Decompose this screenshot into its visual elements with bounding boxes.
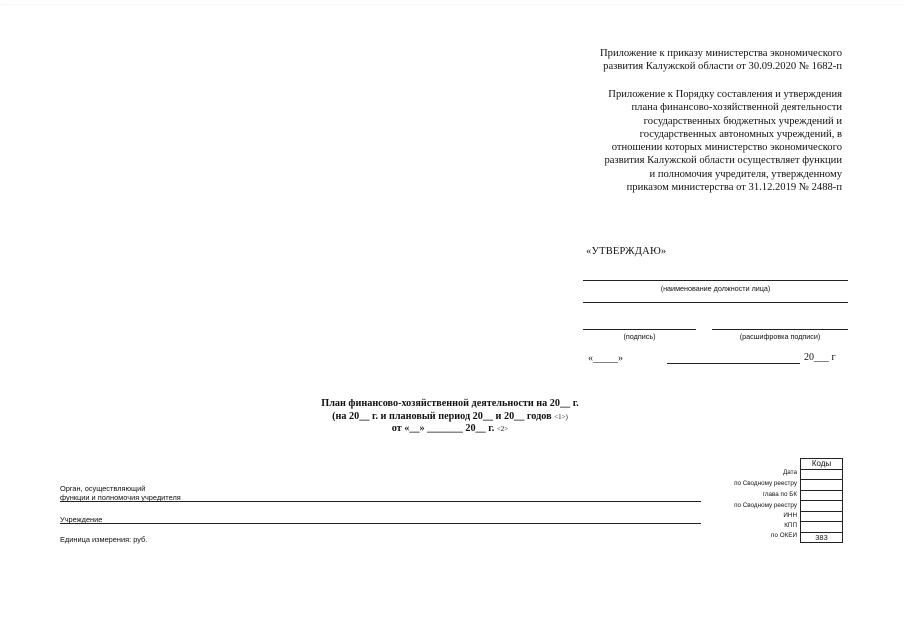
appendix-procedure-line: Приложение к Порядку составления и утверждения [608,89,842,100]
plan-title-line2 [240,411,660,424]
appendix-procedure-line: приказом министерства от 31.12.2019 № 2488-п [626,182,842,194]
code-label-registry: по Сводному реестру [734,480,797,487]
approval-year: 20___ г [804,352,836,363]
code-label-kpp: КПП [784,522,797,529]
position-line-2 [583,302,848,303]
position-caption: (наименование должности лица) [660,284,771,293]
codes-header: Коды [801,459,843,470]
plan-title-note1: <1>) [554,412,568,421]
code-label-registry-2: по Сводному реестру [734,502,797,509]
position-line [583,280,848,281]
code-cell-okei: 383 [801,532,843,543]
plan-title-line2-text: (на 20__ г. и плановый период 20__ и 20__ годов [332,410,552,422]
code-cell-date [801,469,843,480]
appendix-procedure-line: государственных бюджетных учреждений и [643,115,842,127]
code-cell-bk [801,490,843,501]
appendix-procedure-note [522,88,842,194]
organ-label-2: функции и полномочия учредителя [60,493,181,502]
code-label-inn: ИНН [783,512,797,519]
plan-title [240,398,660,436]
appendix-procedure-line: и полномочия учредителя, утвержденному [649,168,842,180]
code-label-bk: глава по БК [762,491,797,498]
code-cell-inn [801,511,843,522]
code-cell-kpp [801,522,843,533]
organ-label-1: Орган, осуществляющий [60,484,146,493]
organ-field-line [60,501,701,502]
institution-field-line [60,523,701,524]
plan-title-line3-text: от «__» _______ 20__ г. [391,423,495,434]
code-cell-registry-2 [801,501,843,512]
institution-label: Учреждение [60,515,103,524]
code-cell-registry [801,480,843,491]
decoding-line [712,329,848,330]
appendix-procedure-line: государственных автономных учреждений, в [639,128,842,140]
appendix-order-note [522,47,842,74]
plan-title-line3 [240,423,660,436]
approval-day: «_____» [588,353,623,364]
code-label-date: Дата [783,469,797,476]
approval-month-line [667,363,800,364]
unit-label: Единица измерения: руб. [60,535,148,544]
approval-title: «УТВЕРЖДАЮ» [586,246,667,257]
appendix-procedure-line: отношении которых министерство экономического [611,142,842,154]
signature-line [583,329,696,330]
appendix-order-line: Приложение к приказу министерства экономического [600,48,842,59]
plan-title-note2: <2> [496,425,509,433]
signature-caption: (подпись) [623,332,656,341]
plan-title-line1: План финансово-хозяйственной деятельности на 20__ г. [321,398,579,409]
code-label-okei: по ОКЕИ [771,532,797,539]
scan-edge [0,0,904,5]
decoding-caption: (расшифровка подписи) [739,332,821,341]
appendix-procedure-line: плана финансово-хозяйственной деятельности [631,102,842,114]
appendix-procedure-line: развития Калужской области осуществляет функции [604,155,842,167]
appendix-order-line: развития Калужской области от 30.09.2020 № 1682-п [603,61,842,73]
codes-table [800,458,843,543]
